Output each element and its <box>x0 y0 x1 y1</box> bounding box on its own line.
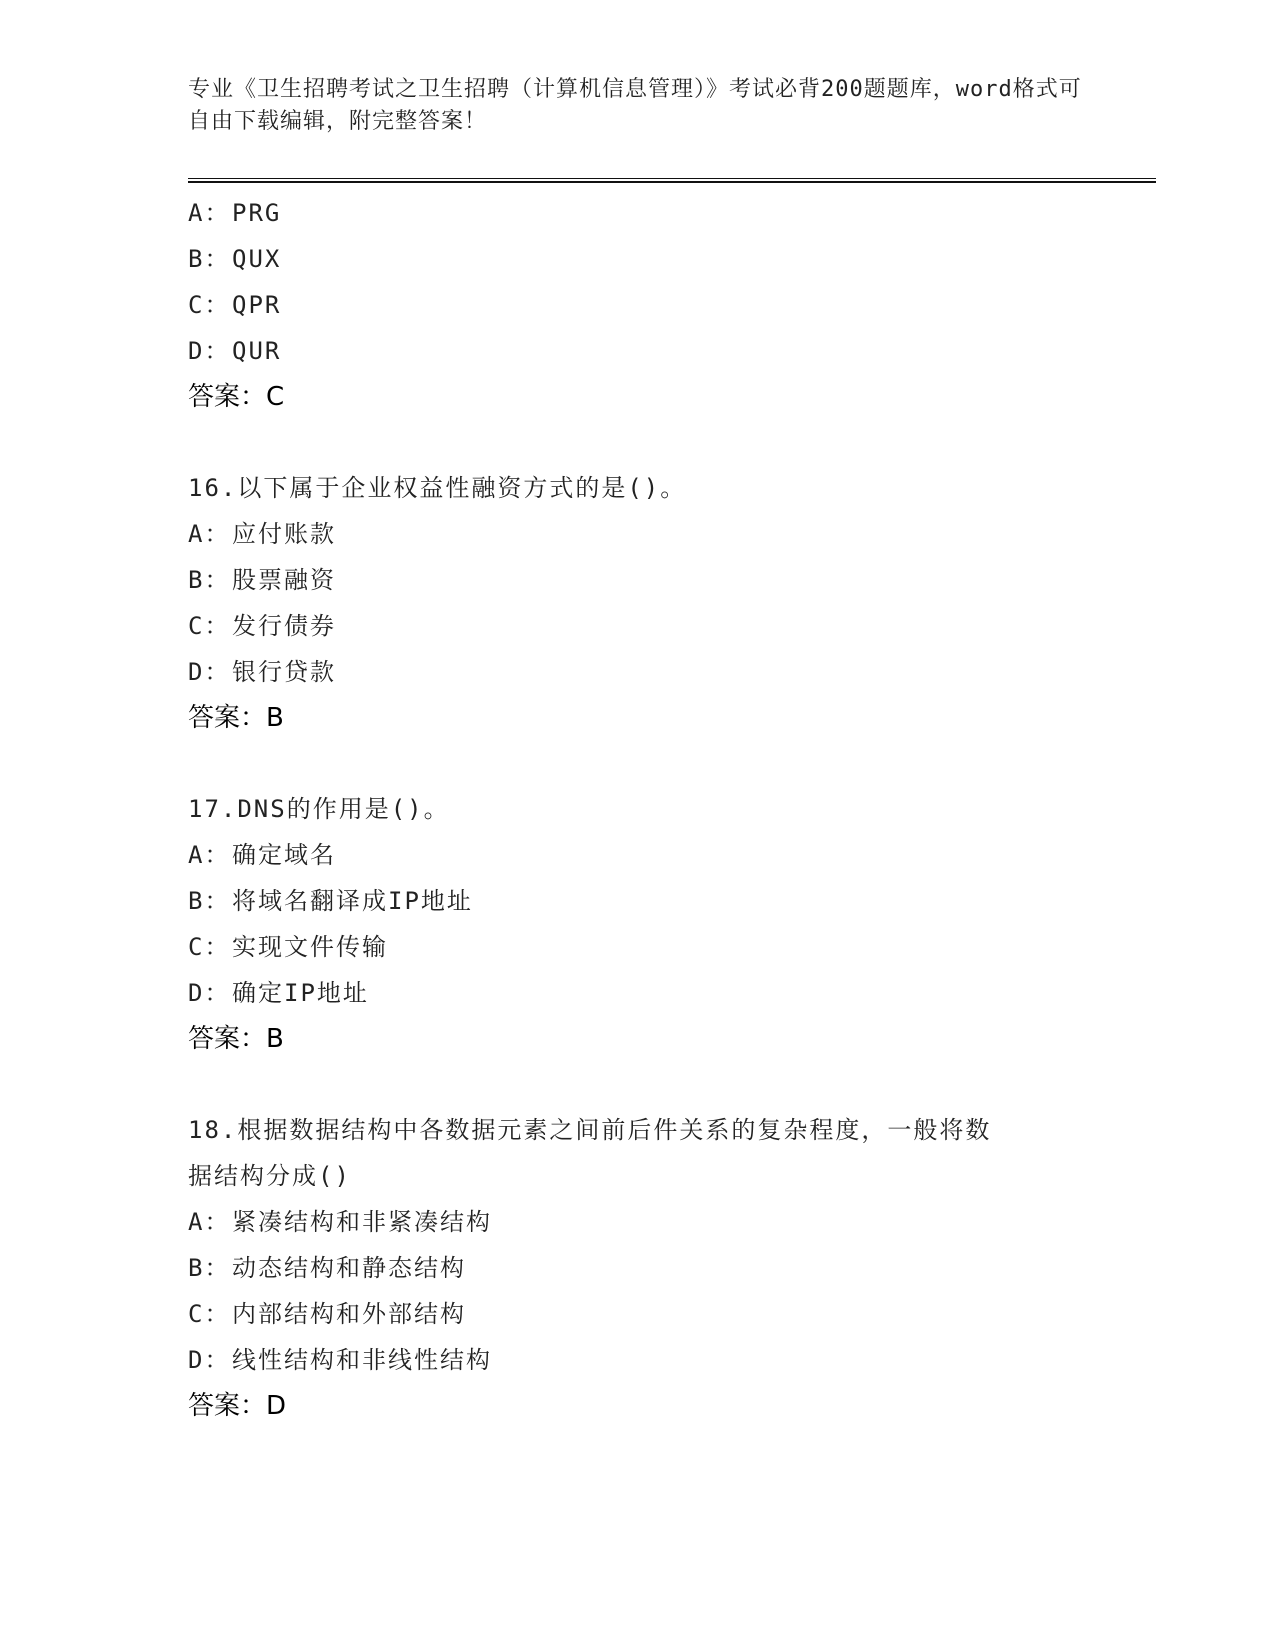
answer-label: 答案：C <box>188 382 285 412</box>
option-c: C：QPR <box>188 291 282 319</box>
question-list <box>188 190 1128 1429</box>
question-stem: 17.DNS的作用是()。 <box>188 795 450 823</box>
option-b: B：将域名翻译成IP地址 <box>188 887 473 915</box>
question-stem-line-2: 据结构分成() <box>188 1162 351 1190</box>
answer-label: 答案：B <box>188 703 284 733</box>
option-b: B：股票融资 <box>188 566 336 594</box>
option-b: B：QUX <box>188 245 282 273</box>
question-block <box>188 465 1128 741</box>
option-d: D：QUR <box>188 337 282 365</box>
answer-label: 答案：D <box>188 1391 287 1421</box>
question-block <box>188 190 1128 420</box>
option-a: A：PRG <box>188 199 282 227</box>
question-block <box>188 1107 1128 1429</box>
option-d: D：确定IP地址 <box>188 979 369 1007</box>
option-a: A：紧凑结构和非紧凑结构 <box>188 1208 492 1236</box>
option-a: A：应付账款 <box>188 520 336 548</box>
document-header: 专业《卫生招聘考试之卫生招聘（计算机信息管理）》考试必背200题题库，word格式可自由下载编辑，附完整答案！ <box>188 77 1082 134</box>
answer-label: 答案：B <box>188 1024 284 1054</box>
option-b: B：动态结构和静态结构 <box>188 1254 466 1282</box>
question-stem: 16.以下属于企业权益性融资方式的是()。 <box>188 474 687 502</box>
question-block <box>188 786 1128 1062</box>
option-a: A：确定域名 <box>188 841 336 869</box>
option-c: C：发行债券 <box>188 612 336 640</box>
question-stem-line-1: 18.根据数据结构中各数据元素之间前后件关系的复杂程度，一般将数 <box>188 1116 992 1144</box>
option-c: C：内部结构和外部结构 <box>188 1300 466 1328</box>
option-d: D：银行贷款 <box>188 658 336 686</box>
option-c: C：实现文件传输 <box>188 933 388 961</box>
option-d: D：线性结构和非线性结构 <box>188 1346 492 1374</box>
header-divider <box>188 178 1156 183</box>
